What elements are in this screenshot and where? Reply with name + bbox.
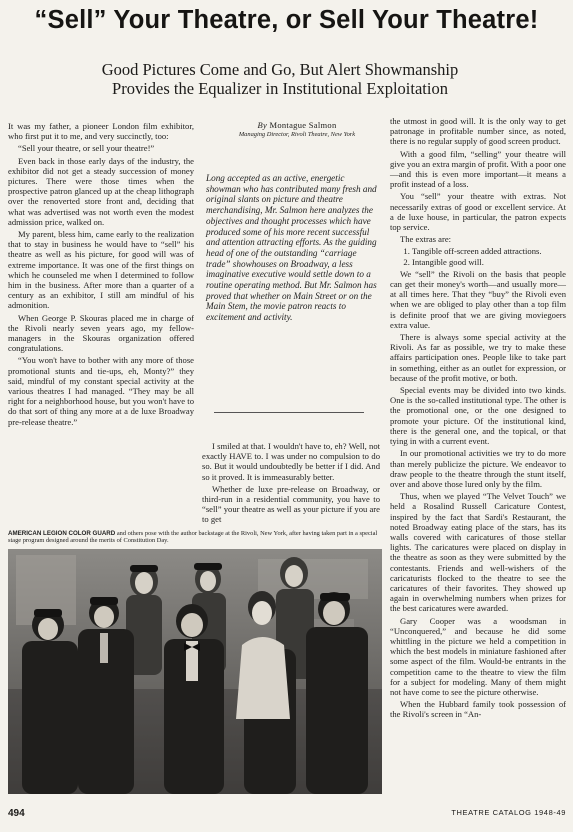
group-photo xyxy=(8,549,382,794)
caption-lead: AMERICAN LEGION COLOR GUARD xyxy=(8,530,116,537)
list-item: 2. Intangible good will. xyxy=(412,257,566,267)
deck-line-2: Provides the Equalizer in Institutional Exploitation xyxy=(112,79,448,98)
body-paragraph: Whether de luxe pre-release on Broadway, or third-run in a residential community, you have to “sell” your theatre as well as your picture if you are to get xyxy=(202,483,380,525)
divider-rule xyxy=(214,412,364,413)
page-number: 494 xyxy=(8,808,25,819)
byline-role: Managing Director, Rivoli Theatre, New York xyxy=(238,131,356,138)
body-paragraph: Special events may be divided into two kinds. One is the so-called institutional type. The other is the promotional one, or the one designed to promote your picture. Of the institutional kind, there is the general one, and the topical, or that tying in with a current event. xyxy=(390,385,566,447)
body-paragraph: the utmost in good will. It is the only way to get patronage in profitable number since, as noted, there is no regular supply of good screen product. xyxy=(390,116,566,147)
body-paragraph: “Sell your theatre, or sell your theatre!” xyxy=(18,143,155,154)
body-paragraph: We “sell” the Rivoli on the basis that people can get their money's worth—and usually more—at all times here. That they “buy” the Rivoli even when we are obliged to play other than a top film is definite proof that we are giving moviegoers extra value. xyxy=(390,268,566,330)
body-paragraph: “You won't have to bother with any more of those promotional stunts and tie-ups, eh, Monty?” they said, mindful of my constant special activity at the various theatres I had managed. “They may be all right for a neighborhood house, but you won't have to do that sort of thing any more at a de luxe Broadway pre-release theatre.” xyxy=(8,355,194,427)
publication-footer: THEATRE CATALOG 1948-49 xyxy=(451,808,566,817)
body-paragraph: In our promotional activities we try to do more than merely publicize the picture. We endeavor to draw people to the theatre through the stunt itself, over and above those lured only by the film. xyxy=(390,448,566,489)
right-column xyxy=(390,116,566,722)
body-paragraph: My parent, bless him, came early to the realization that to stay in business he would have to “sell” his theatre as well as his picture, for good will was of extreme importance. It was one of the first things on which he counseled me when I determined to follow him in the business. After more than a quarter of a century as an exhibitor, I still am mindful of his admonition. xyxy=(8,229,194,311)
deck-line-1: Good Pictures Come and Go, But Alert Showmanship xyxy=(101,60,459,79)
list-item: 1. Tangible off-screen added attractions. xyxy=(412,246,566,256)
intro-paragraph: Long accepted as an active, energetic showman who has contributed many fresh and original slants on picture and theatre merchandising, Mr. Salmon here analyzes the objectives and thought processes which have produced some of his more recent successful and attention attracting efforts. As the guiding head of one of the outstanding “carriage trade” showhouses on Broadway, a less imaginative executive would settle down to a routine operating method. But Mr. Salmon has proved that whether on Main Street or on the Main Stem, the movie patron reacts to excitement and activity. xyxy=(206,173,377,323)
left-column xyxy=(8,121,194,429)
deck xyxy=(40,60,520,98)
caption-text: and others pose with the author backstage at the Rivoli, New York, after having taken part in a special stage program designed around the merits of Constitution Day. xyxy=(8,530,378,545)
middle-column xyxy=(202,441,380,527)
photo-caption xyxy=(8,530,384,545)
body-paragraph: You “sell” your theatre with extras. Not necessarily extras of good or excellent service. At a de luxe house, in particular, the patron expects top service. xyxy=(390,191,566,233)
byline-author xyxy=(232,121,362,130)
byline xyxy=(232,121,362,139)
body-paragraph: The extras are: xyxy=(400,234,452,245)
body-paragraph: When the Hubbard family took possession of the Rivoli's screen in “An- xyxy=(390,699,566,720)
body-paragraph: Thus, when we played “The Velvet Touch” we held a Rosalind Russell Caricature Contest, inspired by the fact that Sardi's Restaurant, the noted Broadway eating place of the stars, has its walls covered with caricatures of those stellar lights. The caricatures were placed on display in the theatre as soon as they were submitted by the contestants. Friends and well-wishers of the caricaturists flocked to the theatre to see the caricatures of their favorites. They showed up again in overwhelming numbers when prizes for the best caricatures were awarded. xyxy=(390,491,566,614)
byline-prefix: By xyxy=(257,120,268,130)
body-paragraph: There is always some special activity at the Rivoli. As far as possible, we try to make these affairs participation ones. People like to take part in something, either as an outlet for expression, or because of the profit motive, or both. xyxy=(390,332,566,383)
body-paragraph: I smiled at that. I wouldn't have to, eh? Well, not exactly HAVE to. I was under no compulsion to do so. But it would undoubtedly be better if I did. And so it proved. It is immeasurably better. xyxy=(202,441,380,482)
headline: “Sell” Your Theatre, or Sell Your Theatre! xyxy=(34,6,539,34)
body-paragraph: It was my father, a pioneer London film exhibitor, who first put it to me, and very succinctly, too: xyxy=(8,121,194,142)
body-paragraph: When George P. Skouras placed me in charge of the Rivoli nearly seven years ago, my fellow-managers in the Skouras organization offered congratulations. xyxy=(8,312,194,354)
body-paragraph: With a good film, “selling” your theatre will give you an extra margin of profit. With a poor one—and this is even more important—it means a profit instead of a loss. xyxy=(390,148,566,190)
author-name: Montague Salmon xyxy=(269,120,337,130)
extras-list xyxy=(390,246,566,266)
body-paragraph: Gary Cooper was a woodsman in “Unconquered,” and because he did some whittling in the picture we held a competition in which the best models in miniature fashioned after some aspect of the film. Would-be entrants in the competition came to the theatre to view the film for a subject for modeling. Many of them might not have come to see the picture otherwise. xyxy=(390,615,566,697)
body-paragraph: Even back in those early days of the industry, the exhibitor did not get a steady succession of money pictures. There were those times when the prospective patron glanced up at the cheap lithograph over the renoverted store front and, deciding that what was advertised was not worth even the modest admission price, walked on. xyxy=(8,155,194,227)
group-photo-image xyxy=(8,549,382,794)
